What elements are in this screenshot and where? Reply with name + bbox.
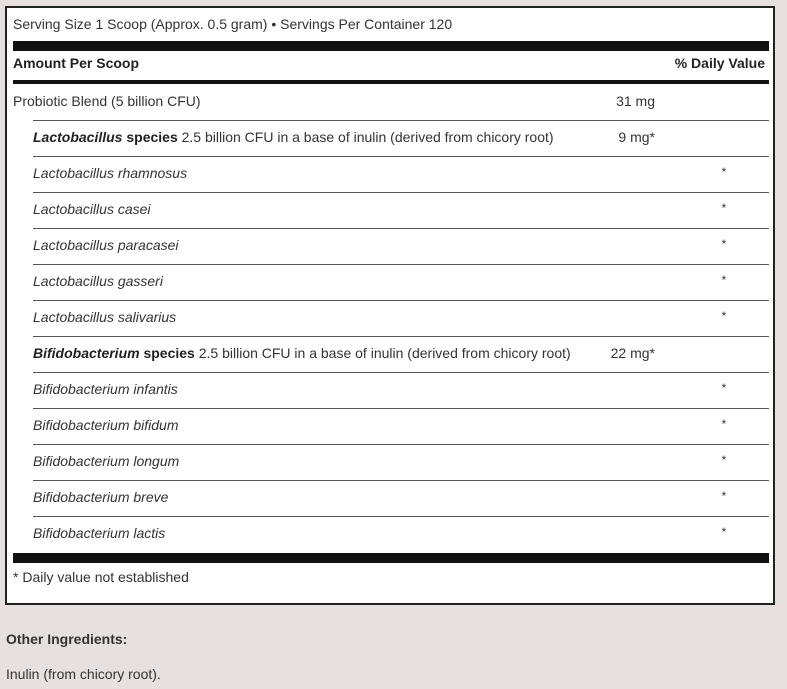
strain-label: Bifidobacterium infantis xyxy=(33,381,178,397)
daily-value: * xyxy=(721,525,727,539)
strain-label: Lactobacillus salivarius xyxy=(33,309,177,325)
supplement-facts-panel xyxy=(5,6,775,605)
nutrient-row-probiotic-blend xyxy=(13,84,769,120)
other-ingredients-text: Inulin (from chicory root). xyxy=(6,666,161,682)
daily-value: * xyxy=(721,201,727,215)
strain-label: Lactobacillus gasseri xyxy=(33,273,163,289)
species-word: species xyxy=(122,129,178,145)
strain-label: Lactobacillus paracasei xyxy=(33,237,179,253)
daily-value: * xyxy=(721,165,727,179)
strain-label: Bifidobacterium lactis xyxy=(33,525,166,541)
species-description: 2.5 billion CFU in a base of inulin (derived from chicory root) xyxy=(194,345,571,361)
strain-label: Lactobacillus rhamnosus xyxy=(33,165,188,181)
strain-row xyxy=(13,300,769,336)
nutrient-row-bifidobacterium-species xyxy=(13,336,769,372)
divider-thick-top xyxy=(13,41,769,51)
daily-value: * xyxy=(721,309,727,323)
strain-row xyxy=(13,444,769,480)
nutrient-label: Probiotic Blend (5 billion CFU) xyxy=(13,93,201,109)
nutrient-label xyxy=(33,345,571,361)
nutrient-amount: 22 mg* xyxy=(610,345,655,361)
strain-row xyxy=(13,156,769,192)
daily-value: * xyxy=(721,453,727,467)
serving-info: Serving Size 1 Scoop (Approx. 0.5 gram) • Servings Per Container 120 xyxy=(13,16,453,32)
genus-name: Lactobacillus xyxy=(33,129,123,145)
genus-name: Bifidobacterium xyxy=(33,345,140,361)
strain-row xyxy=(13,408,769,444)
strain-row xyxy=(13,192,769,228)
strain-label: Bifidobacterium bifidum xyxy=(33,417,179,433)
strain-row xyxy=(13,516,769,552)
nutrient-amount: 31 mg xyxy=(616,93,655,109)
divider-thick-bottom xyxy=(13,553,769,563)
strain-row xyxy=(13,264,769,300)
nutrient-label xyxy=(33,129,554,145)
nutrient-row-lactobacillus-species xyxy=(13,120,769,156)
amount-per-scoop-header: Amount Per Scoop xyxy=(13,55,140,71)
strain-row xyxy=(13,228,769,264)
daily-value: * xyxy=(721,489,727,503)
daily-value: * xyxy=(721,273,727,287)
strain-label: Bifidobacterium breve xyxy=(33,489,169,505)
daily-value-header: % Daily Value xyxy=(674,55,765,71)
daily-value: * xyxy=(721,381,727,395)
species-description: 2.5 billion CFU in a base of inulin (derived from chicory root) xyxy=(177,129,554,145)
footnote: * Daily value not established xyxy=(13,569,189,585)
nutrient-amount: 9 mg* xyxy=(618,129,655,145)
strain-label: Bifidobacterium longum xyxy=(33,453,180,469)
strain-row xyxy=(13,480,769,516)
other-ingredients-title: Other Ingredients: xyxy=(6,631,128,647)
strain-row xyxy=(13,372,769,408)
daily-value: * xyxy=(721,237,727,251)
species-word: species xyxy=(139,345,195,361)
daily-value: * xyxy=(721,417,727,431)
strain-label: Lactobacillus casei xyxy=(33,201,151,217)
